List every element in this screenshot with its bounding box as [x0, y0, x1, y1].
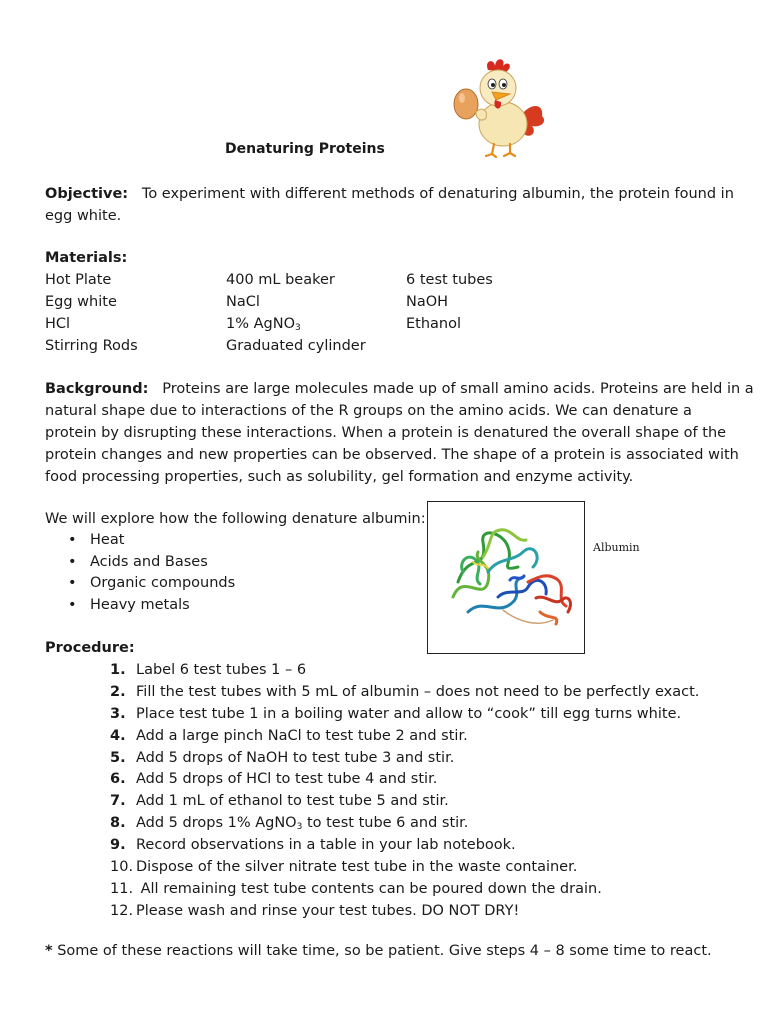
- figure-caption: Albumin: [593, 541, 640, 554]
- background-label: Background:: [45, 381, 149, 397]
- material-item: Graduated cylinder: [226, 338, 366, 354]
- bullet-icon: •: [68, 553, 77, 570]
- material-item: 400 mL beaker: [226, 272, 335, 288]
- procedure-step: 12. Please wash and rinse your test tubes. DO NOT DRY!: [110, 902, 520, 919]
- material-item: Egg white: [45, 294, 117, 310]
- procedure-step: 8. Add 5 drops 1% AgNO$_3$ to test tube 6 and stir.: [110, 815, 469, 833]
- material-item: 6 test tubes: [406, 272, 493, 288]
- footnote: [45, 941, 712, 961]
- procedure-step: 4. Add a large pinch NaCl to test tube 2 and stir.: [110, 727, 468, 744]
- objective-label: Objective:: [45, 186, 129, 202]
- list-item: • Heavy metals: [45, 595, 235, 617]
- procedure-step: 10. Dispose of the silver nitrate test tube in the waste container.: [110, 859, 578, 876]
- materials-label: Materials:: [45, 250, 128, 266]
- background-paragraph: Background: Proteins are large molecules made up of small amino acids. Proteins are held in a natural shape due to interactions of the R groups on the amino acids. We can denature a protein by disrupting these interactions. When a protein is denatured the overall shape of the protein changes and new properties can be observed. The shape of a protein is associated with food processing properties, such as solubility, gel formation and enzyme activity.: [45, 381, 754, 485]
- objective-line-1: [45, 184, 734, 204]
- procedure-step: 9. Record observations in a table in your lab notebook.: [110, 837, 516, 854]
- albumin-protein-ribbon-image: [428, 502, 584, 653]
- material-item: NaCl: [226, 294, 260, 310]
- material-item-agno3: 1% AgNO$_3$: [226, 316, 301, 333]
- procedure-step: 1. Label 6 test tubes 1 – 6: [110, 662, 307, 678]
- procedure-steps: [110, 660, 699, 923]
- material-item: Stirring Rods: [45, 338, 138, 354]
- procedure-step: 11. All remaining test tube contents can be poured down the drain.: [110, 880, 602, 897]
- material-item: HCl: [45, 316, 71, 332]
- list-item: • Heat: [45, 530, 235, 552]
- footnote-text: Some of these reactions will take time, so be patient. Give steps 4 – 8 some time to react.: [52, 943, 712, 959]
- explore-intro: We will explore how the following denature albumin:: [45, 511, 426, 527]
- objective-text: To experiment with different methods of denaturing albumin, the protein found in: [141, 186, 734, 202]
- procedure-step: 6. Add 5 drops of HCl to test tube 4 and stir.: [110, 771, 438, 788]
- list-item: • Acids and Bases: [45, 552, 235, 574]
- document-title: Denaturing Proteins: [225, 141, 385, 157]
- material-item: Hot Plate: [45, 272, 112, 288]
- bullet-icon: •: [68, 532, 77, 548]
- procedure-step: 5. Add 5 drops of NaOH to test tube 3 and stir.: [110, 749, 455, 766]
- material-item: Ethanol: [406, 316, 462, 332]
- procedure-step: 2. Fill the test tubes with 5 mL of albumin – does not need to be perfectly exact.: [110, 683, 700, 700]
- bullet-icon: •: [68, 575, 77, 592]
- list-item: • Organic compounds: [45, 573, 235, 595]
- procedure-step: 3. Place test tube 1 in a boiling water and allow to “cook” till egg turns white.: [110, 705, 682, 722]
- procedure-label: Procedure:: [45, 640, 135, 656]
- material-item: NaOH: [406, 294, 449, 310]
- objective-line-2: egg white.: [45, 208, 122, 224]
- albumin-figure: [427, 501, 585, 654]
- footnote-asterisk: *: [45, 943, 53, 959]
- procedure-step: 7. Add 1 mL of ethanol to test tube 5 and stir.: [110, 793, 449, 810]
- chicken-holding-egg-illustration: [448, 56, 548, 158]
- denature-methods-list: [45, 530, 235, 617]
- bullet-icon: •: [68, 597, 77, 614]
